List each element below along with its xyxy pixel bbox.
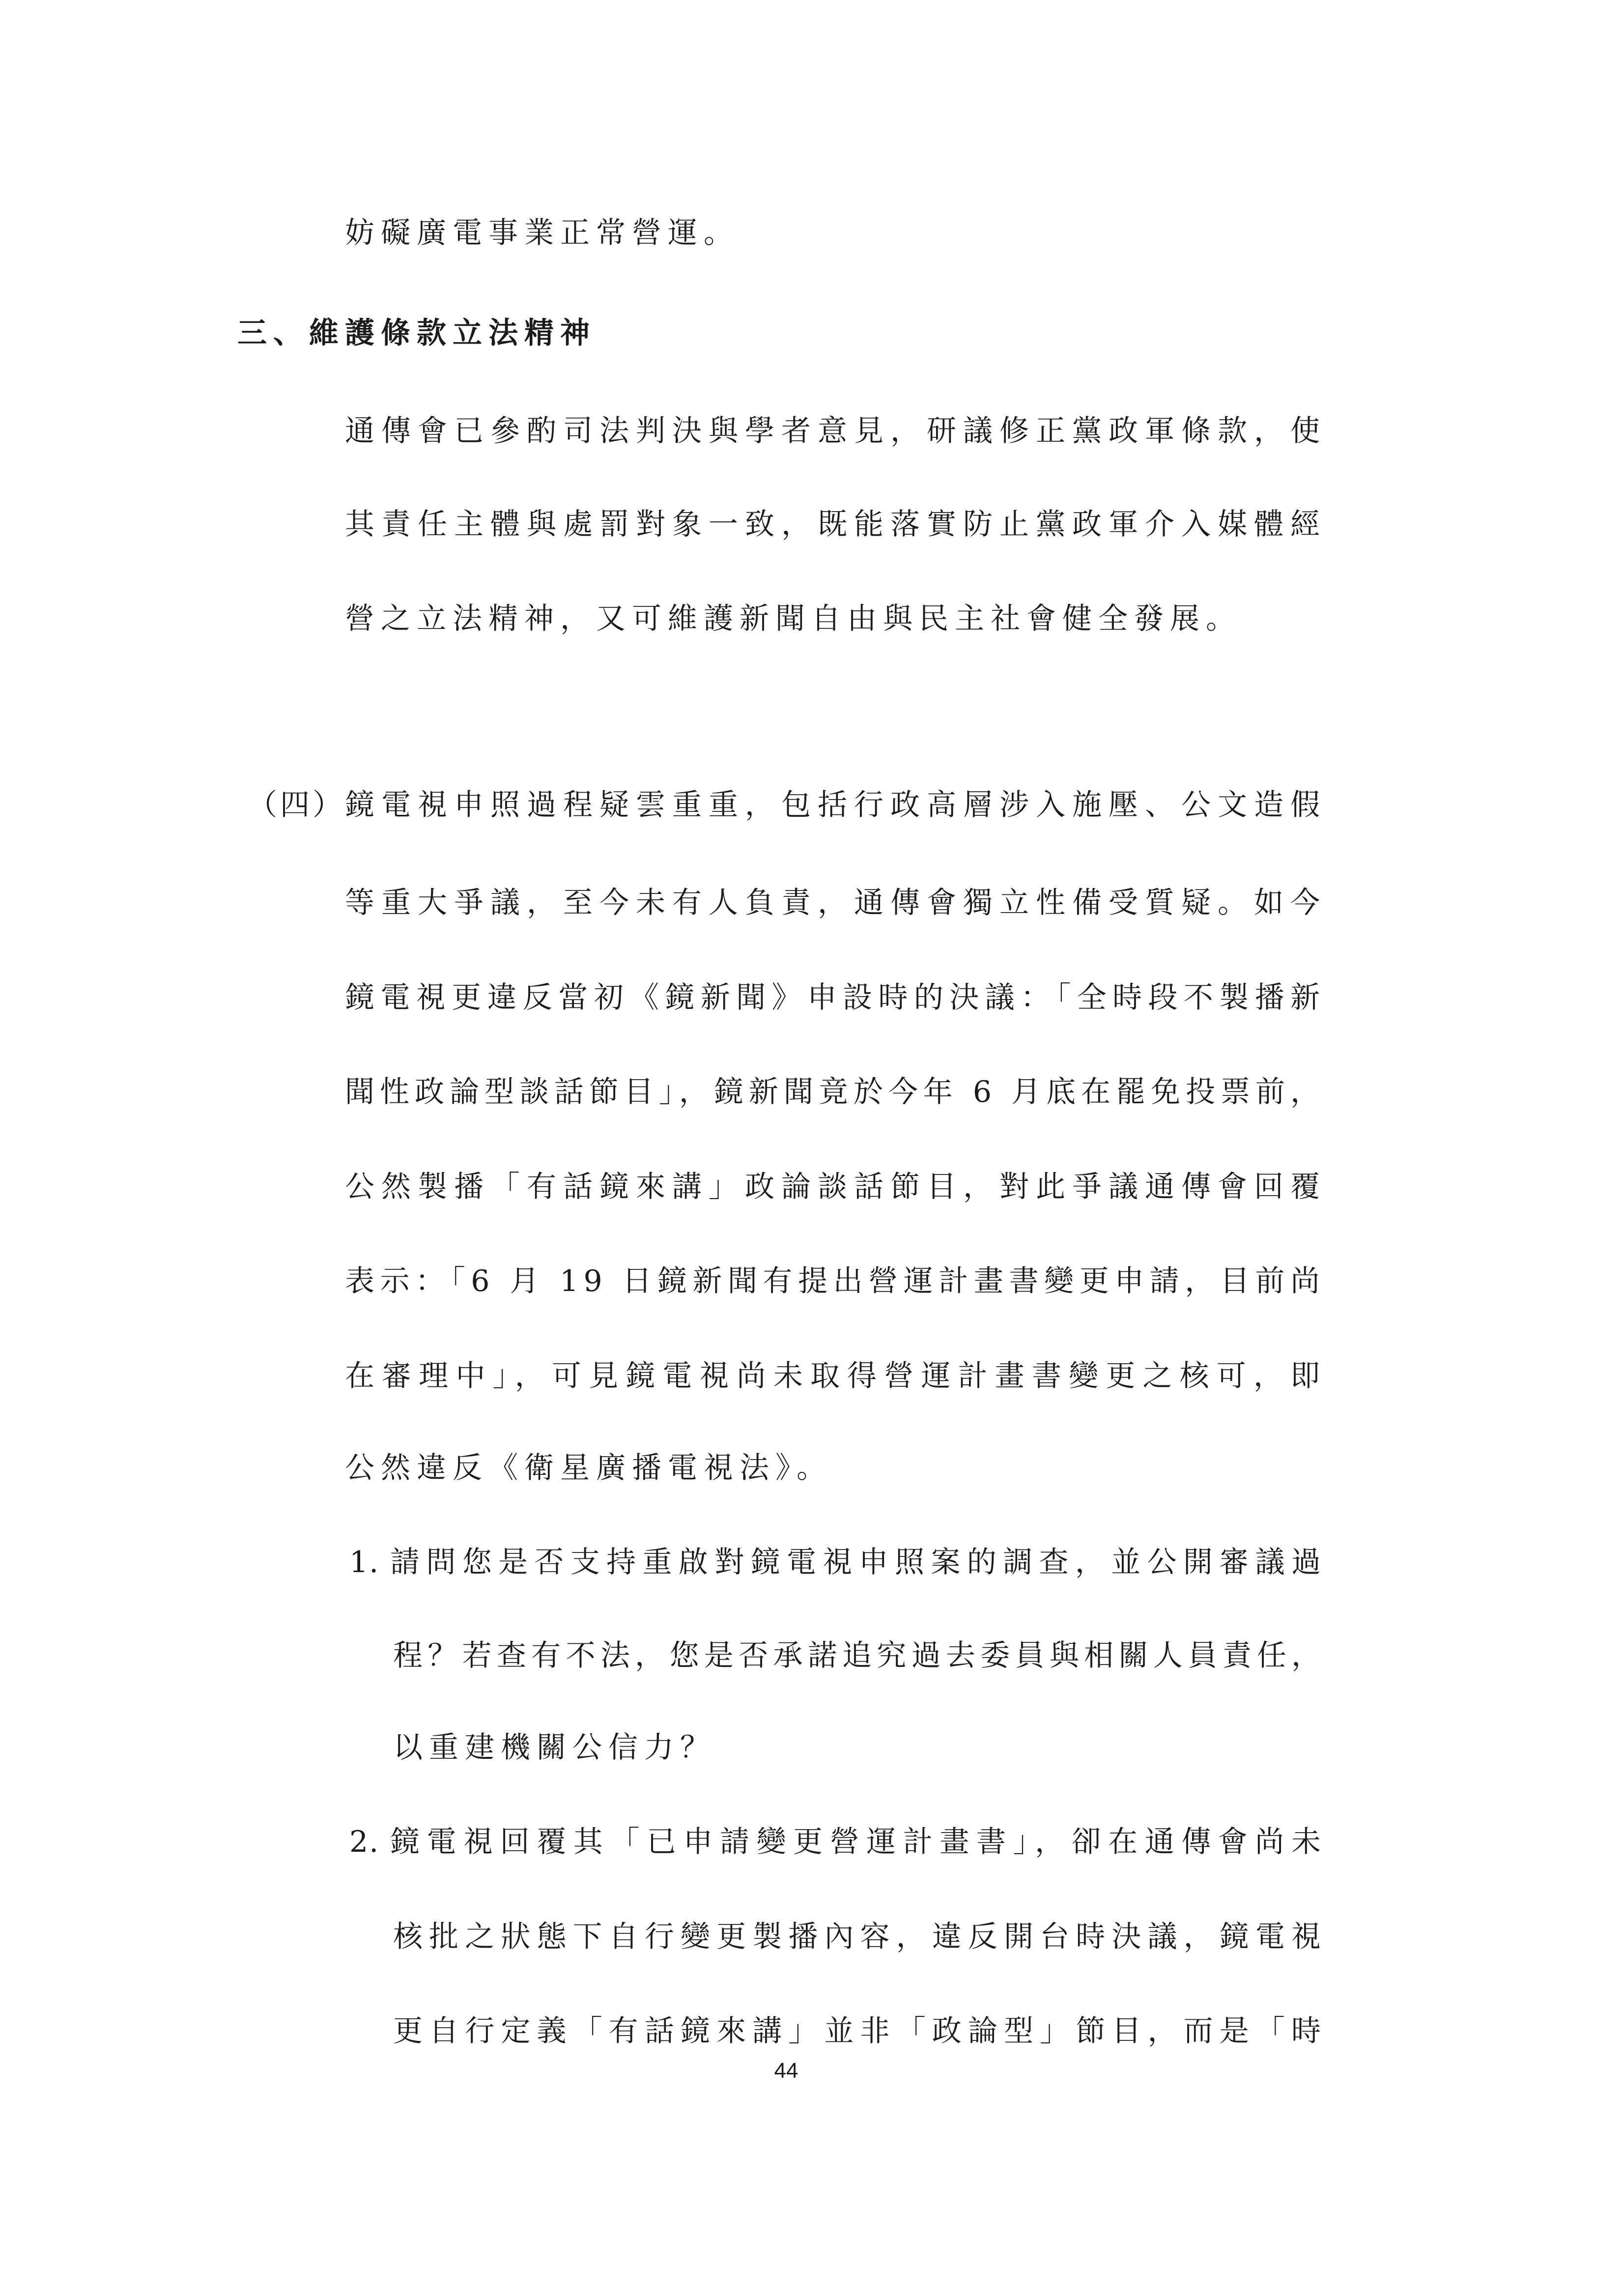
paragraph-line: 公然製播「有話鏡來講」政論談話節目，對此爭議通傳會回覆 bbox=[345, 1170, 1325, 1204]
question-line: 請問您是否支持重啟對鏡電視申照案的調查，並公開審議過 bbox=[390, 1545, 1325, 1579]
paragraph-line: 表示：「6 月 19 日鏡新聞有提出營運計畫書變更申請，目前尚 bbox=[345, 1264, 1325, 1298]
question-line: 程？若查有不法，您是否承諾追究過去委員與相關人員責任， bbox=[393, 1638, 1325, 1673]
question-line: 以重建機關公信力？ bbox=[393, 1730, 716, 1765]
paragraph-line: 營之立法精神，又可維護新聞自由與民主社會健全發展。 bbox=[345, 602, 1242, 636]
question-number: 1. bbox=[349, 1545, 380, 1579]
question-line: 核批之狀態下自行變更製播內容，違反開台時決議，鏡電視 bbox=[393, 1920, 1325, 1954]
paragraph-line: 鏡電視更違反當初《鏡新聞》申設時的決議：「全時段不製播新 bbox=[345, 980, 1325, 1015]
paragraph-line: 在審理中」，可見鏡電視尚未取得營運計畫書變更之核可，即 bbox=[345, 1359, 1325, 1393]
item-marker: （四） bbox=[248, 788, 342, 822]
page-number: 44 bbox=[774, 2059, 798, 2083]
paragraph-line: 其責任主體與處罰對象一致，既能落實防止黨政軍介入媒體經 bbox=[345, 507, 1325, 542]
paragraph-line: 等重大爭議，至今未有人負責，通傳會獨立性備受質疑。如今 bbox=[345, 886, 1325, 920]
paragraph-line: 聞性政論型談話節目」，鏡新聞竟於今年 6 月底在罷免投票前， bbox=[345, 1075, 1325, 1109]
question-number: 2. bbox=[349, 1825, 380, 1859]
paragraph-line: 通傳會已參酌司法判決與學者意見，研議修正黨政軍條款，使 bbox=[345, 414, 1325, 448]
section-heading: 三、維護條款立法精神 bbox=[237, 316, 596, 350]
question-line: 鏡電視回覆其「已申請變更營運計畫書」，卻在通傳會尚未 bbox=[390, 1825, 1325, 1859]
paragraph-line: 妨礙廣電事業正常營運。 bbox=[345, 216, 740, 250]
paragraph-line: 公然違反《衛星廣播電視法》。 bbox=[345, 1451, 832, 1485]
question-line: 更自行定義「有話鏡來講」並非「政論型」節目，而是「時 bbox=[393, 2014, 1325, 2048]
paragraph-line: 鏡電視申照過程疑雲重重，包括行政高層涉入施壓、公文造假 bbox=[345, 788, 1325, 822]
